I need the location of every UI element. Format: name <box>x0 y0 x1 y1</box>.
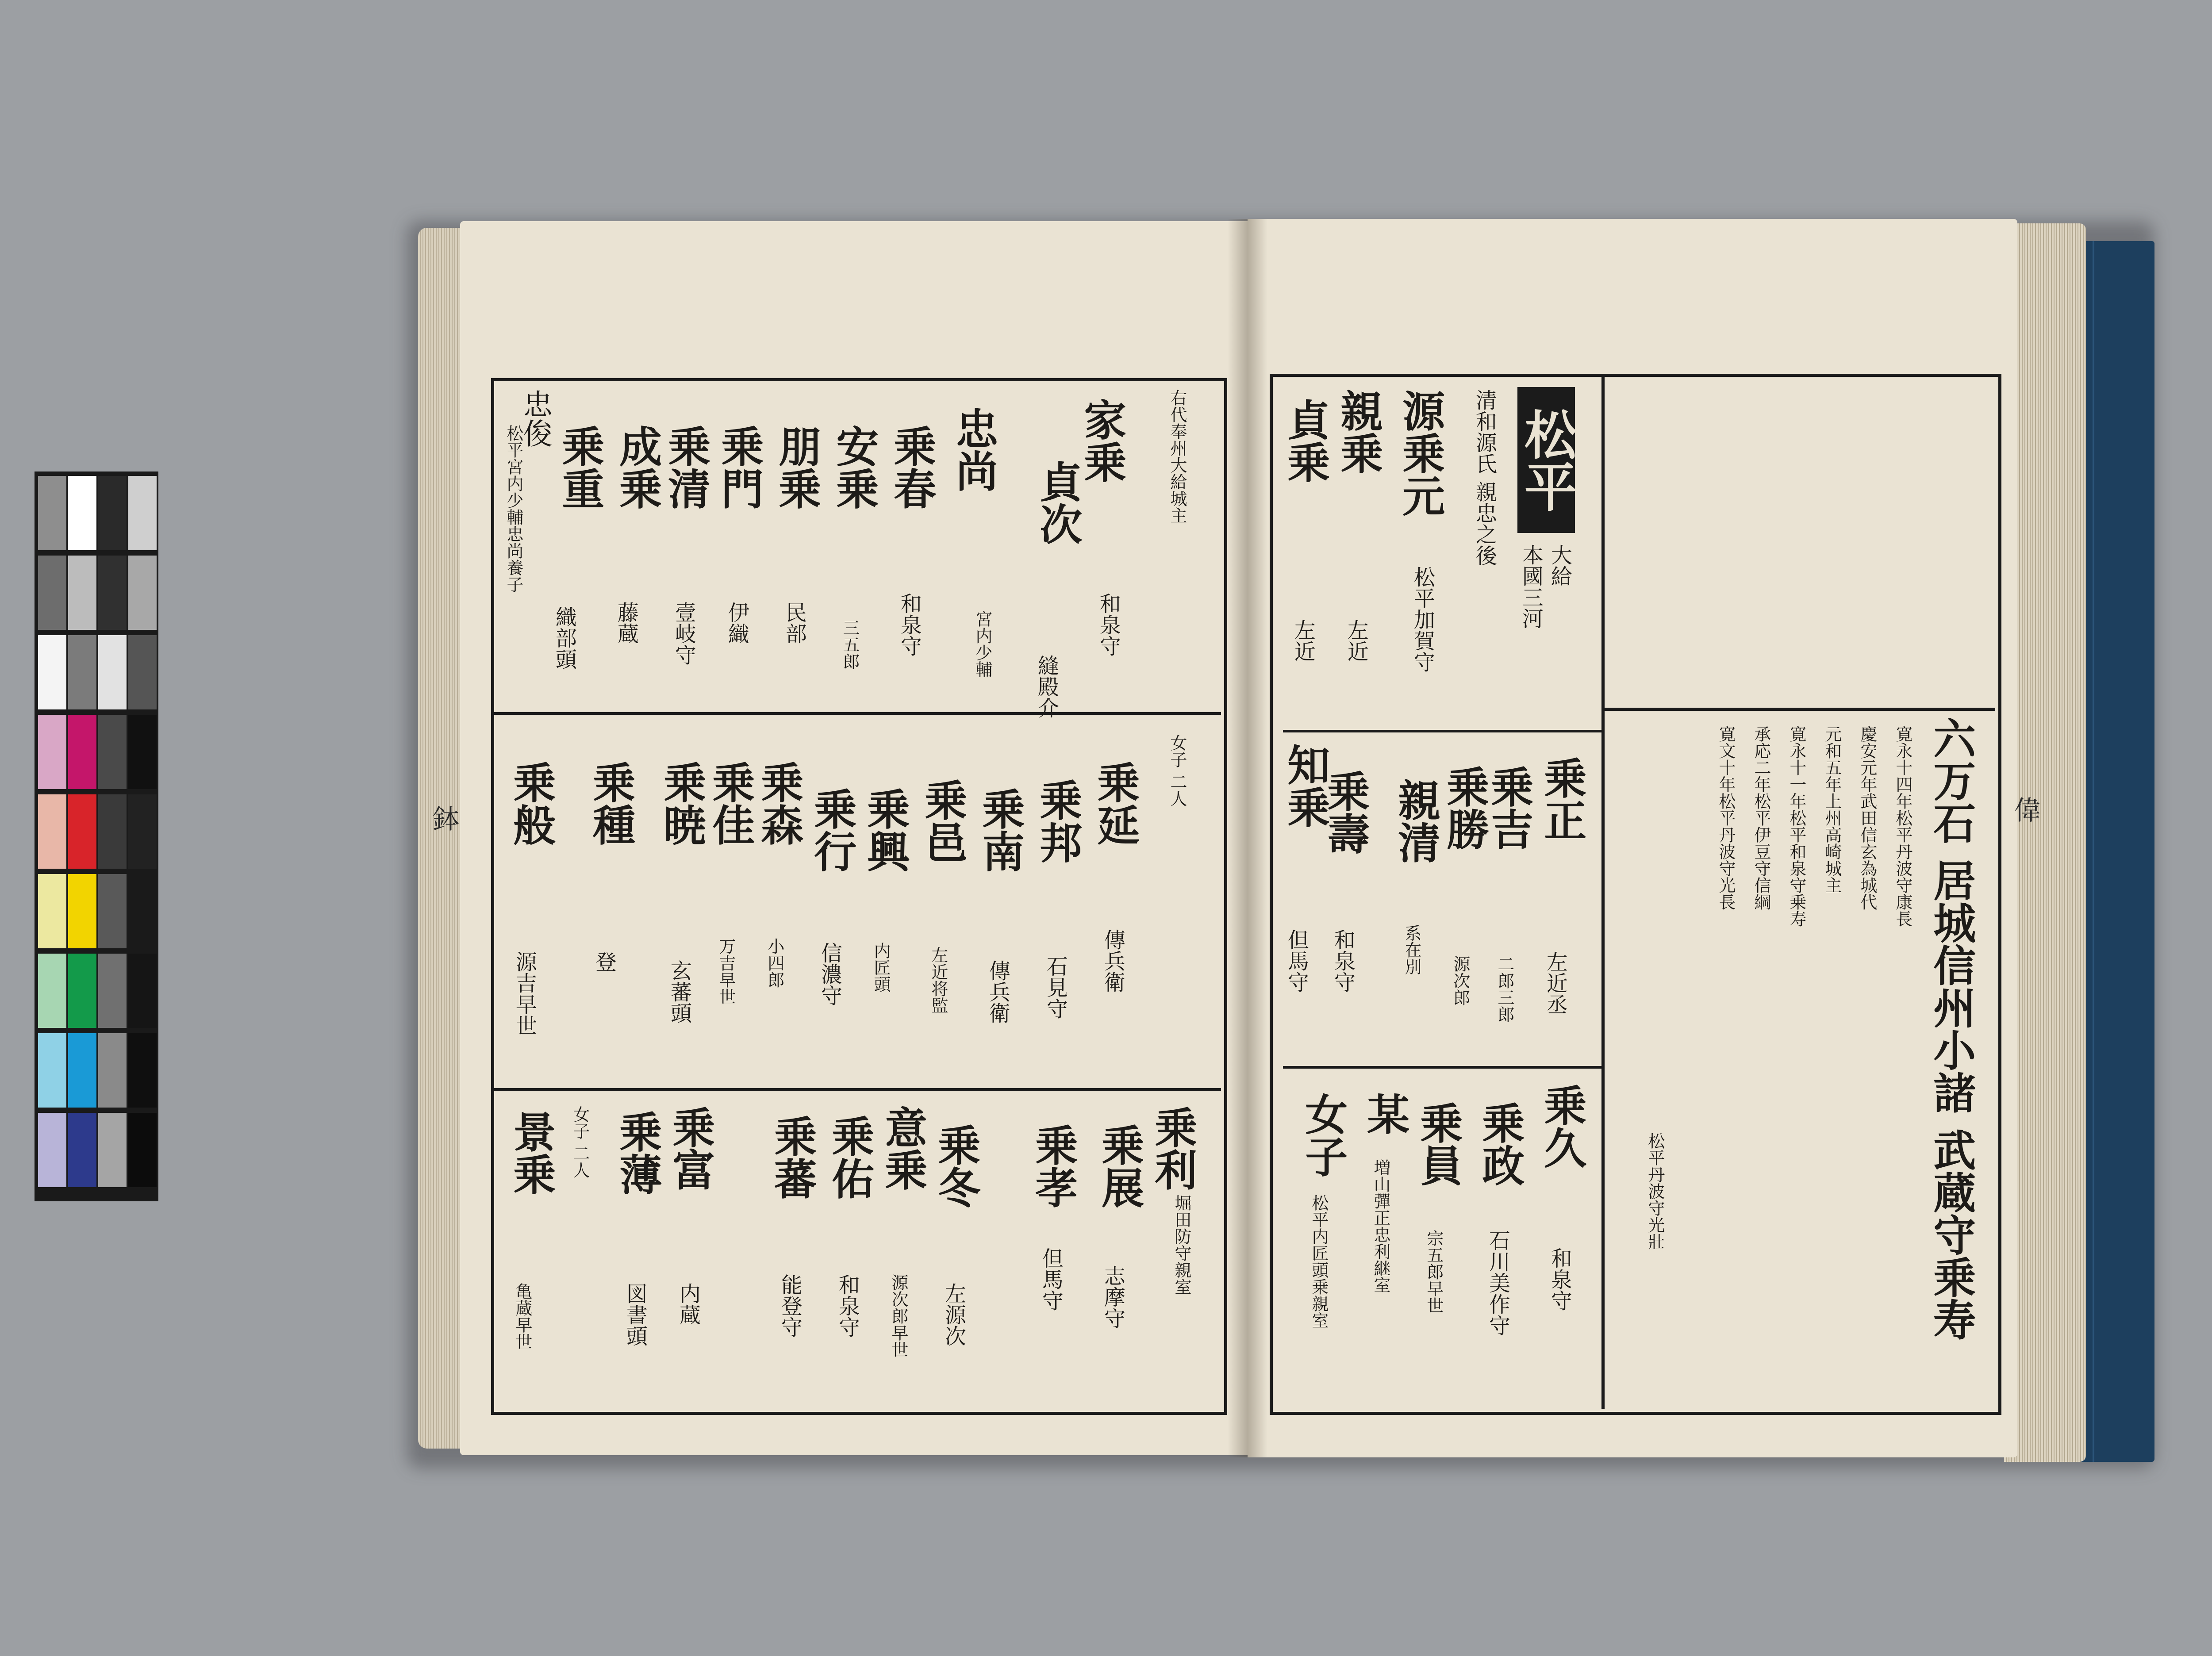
genealogy-name: 乗久 <box>1537 1084 1587 1169</box>
color-patch <box>38 715 66 789</box>
genealogy-name: 意乗 <box>878 1106 928 1191</box>
color-patch <box>98 954 127 1028</box>
history-text: 承応二年松平伊豆守信綱 <box>1751 725 1771 910</box>
history-text: 寛文十年松平丹波守光長 <box>1716 725 1736 910</box>
genealogy-name: 乗孝 <box>1028 1123 1079 1208</box>
color-patch <box>128 476 157 550</box>
color-patch <box>68 635 96 709</box>
genealogy-name: 乗門 <box>714 425 764 510</box>
color-patch <box>98 476 127 550</box>
genealogy-note: 女子 二人 <box>1167 734 1187 807</box>
genealogy-name: 乗利 <box>1148 1106 1198 1191</box>
color-patch <box>38 954 66 1028</box>
color-patch <box>98 794 127 869</box>
genealogy-title: 亀蔵早世 <box>512 1283 532 1350</box>
genealogy-name: 成乗 <box>612 425 663 510</box>
origin-note: 清和源氏 親忠之後 <box>1472 389 1497 566</box>
genealogy-name: 乗暁 <box>657 761 707 846</box>
genealogy-title: 左近将監 <box>928 947 948 1014</box>
genealogy-name: 知乗 <box>1280 743 1331 828</box>
genealogy-title: 和泉守 <box>1547 1247 1572 1311</box>
history-text: 寛永十四年松平丹波守康長 <box>1893 725 1912 927</box>
genealogy-name: 乗邑 <box>918 778 968 863</box>
clan-sub-2: 本國三河 <box>1518 544 1544 629</box>
genealogy-title: 内匠頭 <box>871 942 891 993</box>
genealogy-title: 内蔵 <box>676 1283 701 1325</box>
genealogy-name: 乗佑 <box>825 1115 875 1200</box>
genealogy-title: 縫殿介 <box>1034 655 1059 718</box>
genealogy-title: 石見守 <box>1043 955 1068 1019</box>
color-patch <box>98 874 127 948</box>
genealogy-name: 乗正 <box>1537 756 1587 841</box>
color-patch <box>38 635 66 709</box>
book-gutter <box>1228 219 1267 1457</box>
right-page-upper-box-rule <box>1601 708 1995 711</box>
genealogy-name: 乗南 <box>975 787 1025 872</box>
color-patch <box>68 1033 96 1108</box>
genealogy-name: 乗政 <box>1475 1101 1525 1186</box>
genealogy-title: 図書頭 <box>622 1283 648 1346</box>
color-patch <box>128 954 157 1028</box>
genealogy-title: 石川美作守 <box>1485 1230 1510 1336</box>
fore-edge-mark-left: 鉢 <box>428 805 459 832</box>
genealogy-title: 傳兵衛 <box>1100 929 1125 993</box>
tree-bracket <box>1283 730 1601 732</box>
history-text: 松平丹波守光壯 <box>1645 1132 1665 1250</box>
genealogy-name: 乗冬 <box>931 1123 981 1208</box>
genealogy-title: 源吉早世 <box>512 951 537 1036</box>
genealogy-title: 登 <box>591 951 617 972</box>
genealogy-name: 女子 <box>1298 1092 1348 1177</box>
genealogy-title: 但馬守 <box>1038 1247 1064 1311</box>
genealogy-name: 乗延 <box>1090 761 1141 846</box>
genealogy-title: 壹岐守 <box>671 602 696 665</box>
genealogy-note: 二郎三郎 <box>1494 955 1514 1023</box>
tree-bracket <box>491 712 1221 715</box>
history-text: 寛永十一年松平和泉守乗寿 <box>1786 725 1806 927</box>
genealogy-name: 乗蕃 <box>767 1115 818 1200</box>
genealogy-name: 忠俊 <box>518 389 553 448</box>
genealogy-title: 玄蕃頭 <box>667 960 692 1024</box>
color-patch <box>38 1033 66 1108</box>
color-patch <box>68 1113 96 1187</box>
genealogy-title: 和泉守 <box>1096 593 1121 656</box>
genealogy-title: 織部頭 <box>552 606 577 670</box>
genealogy-title: 左源次 <box>941 1283 966 1346</box>
genealogy-name: 乗清 <box>661 425 711 510</box>
clan-name-block: 松平 <box>1517 387 1575 533</box>
color-patch <box>38 476 66 550</box>
history-text: 元和五年上州高崎城主 <box>1822 725 1842 893</box>
genealogy-title: 宗五郎早世 <box>1424 1230 1444 1314</box>
genealogy-name: 乗展 <box>1094 1123 1145 1208</box>
genealogy-name: 乗種 <box>586 761 636 846</box>
genealogy-name: 某 <box>1360 1092 1410 1135</box>
genealogy-title: 信濃守 <box>817 942 842 1006</box>
genealogy-note: 右代奉州大給城主 <box>1167 389 1187 524</box>
color-patch <box>128 635 157 709</box>
genealogy-title: 左近 <box>1344 619 1369 662</box>
genealogy-title: 左近 <box>1290 619 1316 662</box>
genealogy-name: 貞乗 <box>1280 398 1331 483</box>
color-patch <box>38 1113 66 1187</box>
genealogy-name: 乗勝 <box>1440 765 1490 850</box>
color-patch <box>128 556 157 630</box>
genealogy-title: 増山彈正忠利継室 <box>1371 1159 1390 1293</box>
genealogy-note: 松平宮内少輔忠尚養子 <box>503 425 523 593</box>
genealogy-name: 乗重 <box>555 425 605 510</box>
genealogy-name: 安乗 <box>829 425 879 510</box>
genealogy-title: 松平内匠頭乗親室 <box>1309 1194 1329 1329</box>
genealogy-title: 和泉守 <box>835 1274 860 1338</box>
genealogy-title: 和泉守 <box>1330 929 1356 993</box>
domain-heading: 六万石 居城信州小諸 武蔵守乗寿 <box>1926 717 1977 1341</box>
genealogy-title: 藤蔵 <box>614 602 639 644</box>
genealogy-name: 乗興 <box>860 787 910 872</box>
right-page-column-rule <box>1601 708 1605 1409</box>
genealogy-note: 系在別 <box>1402 924 1421 975</box>
genealogy-name: 乗佳 <box>705 761 756 846</box>
genealogy-note: 源次郎 <box>1450 955 1470 1006</box>
color-patch <box>128 1113 157 1187</box>
genealogy-name: 乗壽 <box>1320 770 1371 855</box>
genealogy-name: 貞次 <box>1033 460 1083 545</box>
color-checker-card <box>35 472 158 1201</box>
genealogy-name: 乗般 <box>506 761 557 846</box>
color-patch <box>68 954 96 1028</box>
genealogy-name: 乗員 <box>1413 1101 1463 1186</box>
color-patch <box>128 1033 157 1108</box>
genealogy-title: 但馬守 <box>1284 929 1309 993</box>
right-page-divider <box>1601 374 1605 710</box>
genealogy-title: 志摩守 <box>1100 1265 1125 1329</box>
genealogy-title: 和泉守 <box>897 593 922 656</box>
history-text: 慶安元年武田信玄為城代 <box>1857 725 1877 910</box>
genealogy-name: 乗森 <box>754 761 804 846</box>
genealogy-name: 源乗元 <box>1395 389 1446 517</box>
genealogy-title: 民部 <box>782 602 807 644</box>
genealogy-title: 傳兵衛 <box>985 960 1010 1024</box>
left-page-edges <box>418 228 467 1449</box>
genealogy-title: 源次郎早世 <box>888 1274 908 1358</box>
genealogy-name: 乗春 <box>887 425 937 510</box>
genealogy-title: 能登守 <box>777 1274 803 1338</box>
genealogy-title: 宮内少輔 <box>972 610 992 678</box>
genealogy-title: 伊織 <box>724 602 749 644</box>
genealogy-name: 乗富 <box>665 1106 716 1191</box>
color-patch <box>68 556 96 630</box>
genealogy-title: 三五郎 <box>840 619 860 670</box>
fore-edge-mark-right: 偉 <box>2010 796 2041 823</box>
genealogy-name: 親乗 <box>1333 389 1384 474</box>
color-patch <box>38 794 66 869</box>
genealogy-name: 親清 <box>1391 778 1441 863</box>
color-patch <box>98 556 127 630</box>
clan-sub-1: 大給 <box>1547 544 1572 586</box>
genealogy-title: 万吉早世 <box>716 938 736 1005</box>
color-patch <box>98 1113 127 1187</box>
color-patch <box>128 794 157 869</box>
color-patch <box>98 635 127 709</box>
genealogy-name: 景乗 <box>506 1110 557 1195</box>
genealogy-title: 堀田防守親室 <box>1171 1194 1191 1295</box>
color-patch <box>128 874 157 948</box>
genealogy-name: 家乗 <box>1077 398 1127 483</box>
genealogy-title: 小四郎 <box>764 938 784 988</box>
genealogy-title: 松平加賀守 <box>1410 566 1435 672</box>
color-patch <box>68 794 96 869</box>
color-patch <box>68 476 96 550</box>
tree-bracket <box>491 1088 1221 1091</box>
genealogy-name: 乗行 <box>807 787 857 872</box>
color-patch <box>68 715 96 789</box>
genealogy-name: 乗薄 <box>612 1110 663 1195</box>
genealogy-name: 乗邦 <box>1033 778 1083 863</box>
genealogy-name: 忠尚 <box>949 407 999 492</box>
color-patch <box>38 556 66 630</box>
left-page-frame <box>491 378 1227 1415</box>
genealogy-title: 左近丞 <box>1543 951 1568 1015</box>
genealogy-name: 朋乗 <box>772 425 822 510</box>
tree-bracket <box>1283 1066 1601 1069</box>
color-patch <box>68 874 96 948</box>
book-cover <box>2079 241 2154 1462</box>
color-patch <box>98 1033 127 1108</box>
color-patch <box>98 715 127 789</box>
genealogy-name: 乗吉 <box>1484 765 1534 850</box>
genealogy-note: 女子 二人 <box>570 1106 590 1179</box>
color-patch <box>38 874 66 948</box>
color-patch <box>128 715 157 789</box>
